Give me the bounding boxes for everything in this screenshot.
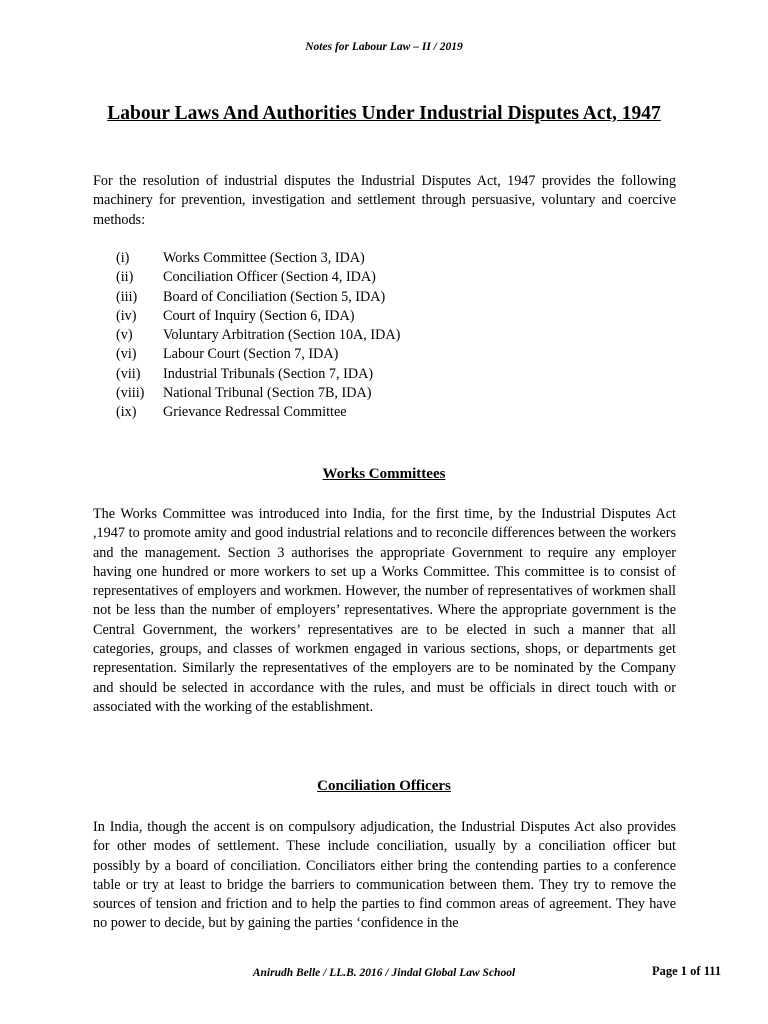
list-text: Voluntary Arbitration (Section 10A, IDA) (163, 327, 401, 344)
list-number: (vi) (116, 346, 137, 363)
list-item (116, 403, 616, 422)
list-text: Works Committee (Section 3, IDA) (163, 250, 365, 266)
list-text: Labour Court (Section 7, IDA) (163, 346, 339, 363)
list-number: (iii) (116, 288, 138, 305)
list-item (116, 365, 616, 384)
list-number: (v) (116, 327, 133, 344)
list-item (116, 307, 616, 326)
list-item (116, 249, 616, 268)
list-item (116, 345, 616, 364)
intro-paragraph: For the resolution of industrial disputes the Industrial Disputes Act, 1947 provides the following machinery for prevention, investigation and settlement through persuasive, voluntary and coercive methods: (93, 173, 676, 228)
works-committees-paragraph: The Works Committee was introduced into India, for the first time, by the Industrial Disputes Act ,1947 to promote amity and good industrial relations and to reconcile differences between the workers and the management. Section 3 authorises the appropriate Government to require any employer having one hundred or more workers to set up a Works Committee. This committee is to consist of representatives of employers and workmen. However, the number of representatives of workmen shall not be less than the number of employers’ representatives. Where the appropriate government is the Central Government, the workers’ representatives are to be elected in such a manner that all categories, groups, and classes of workmen engaged in various sections, shops, or departments get representation. Similarly the representatives of the employers are to be nominated by the Company and should be selected in accordance with the rules, and must be officials in direct touch with or associated with the working of the establishment. (93, 506, 676, 715)
list-number: (ix) (116, 404, 137, 421)
footer-author: Anirudh Belle / LL.B. 2016 / Jindal Global Law School (252, 967, 516, 979)
list-text: Industrial Tribunals (Section 7, IDA) (163, 365, 374, 382)
list-text: Conciliation Officer (Section 4, IDA) (163, 269, 376, 286)
list-item (116, 326, 616, 345)
list-item (116, 384, 616, 403)
list-item (116, 288, 616, 307)
list-number: (ii) (116, 269, 134, 286)
list-text: Court of Inquiry (Section 6, IDA) (163, 307, 355, 324)
list-number: (vii) (116, 365, 141, 382)
document-title: Labour Laws And Authorities Under Industrial Disputes Act, 1947 (107, 103, 661, 124)
list-number: (viii) (116, 385, 145, 402)
section-heading-conciliation-officers: Conciliation Officers (317, 778, 451, 794)
list-text: National Tribunal (Section 7B, IDA) (163, 385, 372, 402)
running-header: Notes for Labour Law – II / 2019 (305, 41, 463, 53)
list-text: Grievance Redressal Committee (163, 404, 347, 421)
list-number: (iv) (116, 307, 137, 324)
list-text: Board of Conciliation (Section 5, IDA) (163, 288, 386, 305)
list-item (116, 268, 616, 287)
page-number: Page 1 of 111 (652, 964, 722, 978)
conciliation-officers-paragraph: In India, though the accent is on compulsory adjudication, the Industrial Disputes Act also provides for other modes of settlement. These include conciliation, usually by a conciliation officer but possibly by a board of conciliation. Conciliators either bring the contending parties to a conference table or try at least to bridge the barriers to communication between them. They try to remove the sources of tension and friction and to help the parties to find common areas of agreement. They have no power to decide, but by gaining the parties ‘confidence in the (93, 819, 676, 932)
authorities-list (116, 249, 616, 423)
section-heading-works-committees: Works Committees (322, 466, 446, 482)
list-number: (i) (116, 250, 130, 266)
